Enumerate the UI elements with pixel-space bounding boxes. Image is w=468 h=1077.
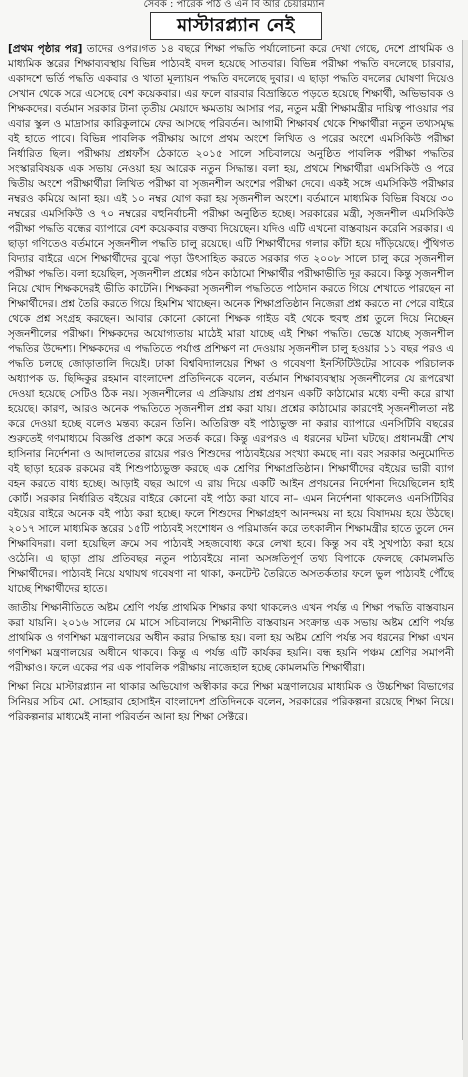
headline: মাস্টারপ্ল্যান নেই — [150, 12, 322, 40]
adjacent-column-edge — [463, 40, 468, 1077]
continued-from-label: [প্রথম পৃষ্ঠার পর] — [8, 43, 83, 55]
paragraph-2: জাতীয় শিক্ষানীতিতে অষ্টম শ্রেণি পর্যন্ত প্রাথমিক শিক্ষার কথা থাকলেও এখন পর্যন্ত এ শিক্ষা পদ্ধতি বাস্তবায়ন করা যায়নি। ২০১৬ সালের মে মাসে সচিবালয়ে শিক্ষানীতি বাস্তবায়ন সংক্রান্ত এক সভায় অষ্টম শ্রেণি পর্যন্ত প্রাথমিক ও গণশিক্ষা মন্ত্রণালয়ের অধীন করার সিদ্ধান্ত হয়। বলা হয় অষ্টম শ্রেণি পর্যন্ত সব ধরনের শিক্ষা এখন গণশিক্ষা মন্ত্রণালয়ের অধীনে থাকবে। কিন্তু এ পর্যন্ত এটি কার্যকর হয়নি। বন্ধ হয়নি পঞ্চম শ্রেণির সমাপনী পরীক্ষাও। ফলে একের পর এক পাবলিক পরীক্ষায় নাজেহাল হচ্ছে কোমলমতি শিক্ষার্থীরা। — [8, 602, 454, 674]
previous-article-cut-text: সেবক : পারেক পাঠ ও এন বি আর চেয়ারম্যান — [143, 0, 325, 10]
paragraph-1-text: তাদের ওপর।গত ১৪ বছরে শিক্ষা পদ্ধতি পর্যালোচনা করে দেখা গেছে, দেশে প্রাথমিক ও মাধ্যমিক স্তরের শিক্ষাব্যবস্থায় বিভিন্ন পাঠ্যবই বদল হয়েছে সাতবার। বিভিন্ন পরীক্ষা পদ্ধতি বদলেছে চারবার, একাদশে ভর্তি পদ্ধতি একবার ও খাতা মূল্যায়ন পদ্ধতি বদলেছে দুবার। এ ছাড়া পদ্ধতি বদলের ঘোষণা দিয়েও সেখান থেকে সরে এসেছে বেশ কয়েকবার। এর ফলে বারবার বিভ্রান্তিতে পড়তে হয়েছে শিক্ষার্থী, অভিভাবক ও শিক্ষকদের। বর্তমান সরকার টানা তৃতীয় মেয়াদে ক্ষমতায় আসার পর, নতুন মন্ত্রী শিক্ষামন্ত্রীর দায়িত্ব পাওয়ার পর এবার স্কুল ও মাদ্রাসার কারিকুলামে ফের আসছে পরিবর্তন। আগামী শিক্ষাবর্ষ থেকে শিক্ষার্থীরা নতুন তথ্যসমৃদ্ধ বই হাতে পাবে। বিভিন্ন পাবলিক পরীক্ষায় আগে প্রথম অংশে লিখিত ও পরের অংশে এমসিকিউ পরীক্ষা নির্ধারিত ছিল। পরীক্ষায় প্রশ্নফাঁস ঠেকাতে ২০১৫ সালে সচিবালয়ে অনুষ্ঠিত পাবলিক পরীক্ষা পদ্ধতির সংস্কারবিষয়ক এক সভায় নেওয়া হয় আরেক নতুন সিদ্ধান্ত। বলা হয়, প্রথমে শিক্ষার্থীরা এমসিকিউ ও পরে দ্বিতীয় অংশে পরীক্ষার্থীরা লিখিত পরীক্ষা বা সৃজনশীল অংশের পরীক্ষা দেবে। একই সঙ্গে এমসিকিউ পরীক্ষার নম্বরও কমিয়ে আনা হয়। এই ১০ নম্বর যোগ করা হয় সৃজনশীল অংশে। বর্তমানে মাধ্যমিক বিভিন্ন বিষয়ে ৩০ নম্বরের এমসিকিউ ও ৭০ নম্বরের বহুনির্বাচনী পরীক্ষা অনুষ্ঠিত হচ্ছে। সরকারের মন্ত্রী, সৃজনশীল এমসিকিউ পরীক্ষা পদ্ধতি বন্ধের ব্যাপারে বেশ কয়েকবার বক্তব্য দিয়েছেন। যদিও এটি এখনো বাস্তবায়ন করেনি সরকার। এ ছাড়া গণিতেও বর্তমানে সৃজনশীল পদ্ধতি চালু রয়েছে। এটি শিক্ষার্থীদের গলার কাঁটা হয়ে দাঁড়িয়েছে। পুঁথিগত বিদ্যার বাইরে এসে শিক্ষার্থীদের বুঝে পড়া উৎসাহিত করতে সরকার গত ২০০৮ সালে চালু করে সৃজনশীল পরীক্ষা পদ্ধতি। বলা হয়েছিল, সৃজনশীল প্রশ্নের গঠন কাঠামো শিক্ষার্থীর পরীক্ষাভীতি দূর করবে। কিন্তু সৃজনশীল নিয়ে খোদ শিক্ষকদেরই ভীতি কাটেনি। শিক্ষকরা সৃজনশীল পদ্ধতিতে পাঠদান করতে গিয়ে শেখাতে পারছেন না শিক্ষার্থীদের। প্রশ্ন তৈরি করতে গিয়ে হিমশিম খাচ্ছেন। অনেক শিক্ষাপ্রতিষ্ঠান নিজেরা প্রশ্ন করতে না পেরে বাইরে থেকে প্রশ্ন সংগ্রহ করছেন। আবার কোনো কোনো শিক্ষক গাইড বই থেকে হুবহু প্রশ্ন তুলে দিয়ে নিচ্ছেন সৃজনশীলের পরীক্ষা। শিক্ষকদের অযোগ্যতায় মাঠেই মারা যাচ্ছে এই শিক্ষা পদ্ধতি। ভেস্তে যাচ্ছে সৃজনশীল পদ্ধতির উদ্দেশ্য। শিক্ষকদের এ পদ্ধতিতে পর্যাপ্ত প্রশিক্ষণ না দেওয়ায় সৃজনশীল চালু হওয়ার ১১ বছর পরও এ পদ্ধতি চলছে জোড়াতালি দিয়েই। ঢাকা বিশ্ববিদ্যালয়ের শিক্ষা ও গবেষণা ইনস্টিটিউটের সাবেক পরিচালক অধ্যাপক ড. ছিদ্দিকুর রহমান বাংলাদেশ প্রতিদিনকে বলেন, বর্তমান শিক্ষাব্যবস্থায় সৃজনশীলের যে রূপরেখা দেওয়া হয়েছে সেটিও ঠিক নয়। সৃজনশীলের এ প্রক্রিয়ায় প্রশ্ন প্রণয়ন একটি কাঠামোর মধ্যে বন্দী করে রাখা হয়েছে। কারণ, আরও অনেক পদ্ধতিতে সৃজনশীল প্রশ্ন করা যায়। প্রশ্নের কাঠামোর কারণেই সৃজনশীলতা নষ্ট করে দেওয়া হচ্ছে বলেও মন্তব্য করেন তিনি। অতিরিক্ত বই পাঠ্যভুক্ত না করার ব্যাপারে এনসিটিবি বছরের শুরুতেই গণমাধ্যমে বিজ্ঞপ্তি প্রকাশ করে সতর্ক করে। কিন্তু এরপরও এ ধরনের ঘটনা ঘটছে। প্রধানমন্ত্রী শেখ হাসিনার নির্দেশনা ও আদালতের রায়ের পরও শিশুদের পাঠ্যবইয়ের সংখ্যা কমছে না। বরং সরকার অনুমোদিত বই ছাড়া হরেক রকমের বই শিশুপাঠ্যভুক্ত করছে এক শ্রেণির শিক্ষাপ্রতিষ্ঠান। শিক্ষার্থীদের বইয়ের ভারী ব্যাগ বহন করতে বাধ্য হচ্ছে। আড়াই বছর আগে এ রায় দিয়ে একটি আইন প্রণয়নের নির্দেশনা দিয়েছিলেন হাই কোর্ট। সরকার নির্ধারিত বইয়ের বাইরে কোনো বই পাঠ্য করা যাবে না– এমন নির্দেশনা থাকলেও এনসিটিবির বইয়ের বাইরে অনেক বই পাঠ্য করা হচ্ছে। ফলে শিশুদের শিক্ষাগ্রহণ আনন্দময় না হয়ে বিষাদময় হয়ে উঠছে। ২০১৭ সালে মাধ্যমিক স্তরের ১৫টি পাঠ্যবই সংশোধন ও পরিমার্জন করে তৎকালীন শিক্ষামন্ত্রীর হাতে তুলে দেন শিক্ষাবিদরা। বলা হয়েছিল ক্রমে সব পাঠ্যবই সহজবোধ্য করে লেখা হবে। কিন্তু সব বই সুখপাঠ্য করা হয়ে ওঠেনি। এ ছাড়া প্রায় প্রতিবছর নতুন পাঠ্যবইয়ে নানা অসঙ্গতিপূর্ণ তথ্য বিপাকে ফেলছে কোমলমতি শিক্ষার্থীদের। পাঠ্যবই নিয়ে যথাযথ গবেষণা না থাকা, কনটেন্ট তৈরিতে অসতর্কতার ফলে ভুল পাঠ্যবই পৌঁছে যাচ্ছে শিক্ষার্থীদের হাতে। — [8, 43, 454, 595]
paragraph-3: শিক্ষা নিয়ে মাস্টারপ্ল্যান না থাকার অভিযোগ অস্বীকার করে শিক্ষা মন্ত্রণালয়ের মাধ্যমিক ও উচ্চশিক্ষা বিভাগের সিনিয়র সচিব মো. সোহরাব হোসাইন বাংলাদেশ প্রতিদিনকে বলেন, সরকারের পরিকল্পনা রয়েছে শিক্ষা নিয়ে। পরিকল্পনার মাধ্যমেই নানা পরিবর্তন আনা হয় শিক্ষা সেক্টরে। — [8, 681, 454, 723]
paragraph-1 — [8, 42, 454, 597]
article-body — [8, 42, 454, 1070]
